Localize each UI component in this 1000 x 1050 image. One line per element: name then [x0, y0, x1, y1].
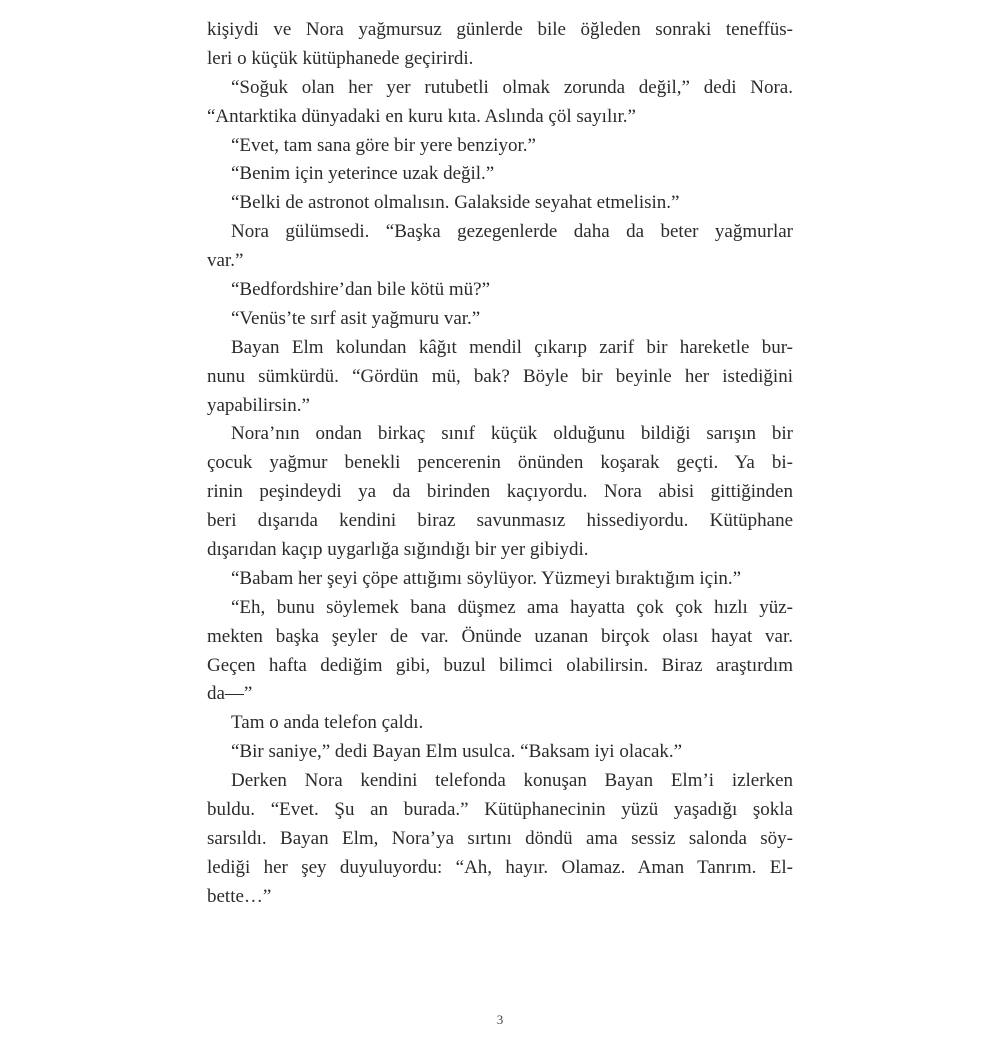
paragraph [207, 709, 793, 738]
paragraph [207, 420, 793, 564]
text-line: “Eh, bunu söylemek bana düşmez ama hayatta çok çok hızlı yüz- [231, 596, 793, 618]
text-line: leri o küçük kütüphanede geçirirdi. [207, 47, 474, 69]
text-line: Bayan Elm kolundan kâğıt mendil çıkarıp zarif bir hareketle bur- [231, 336, 793, 358]
text-line: yapabilirsin.” [207, 394, 310, 416]
paragraph [207, 74, 793, 132]
paragraph [207, 132, 793, 161]
text-line: buldu. “Evet. Şu an burada.” Kütüphanecinin yüzü yaşadığı şokla [207, 799, 793, 821]
text-line: “Benim için yeterince uzak değil.” [231, 163, 495, 185]
text-line: “Belki de astronot olmalısın. Galakside seyahat etmelisin.” [231, 192, 680, 214]
paragraph [207, 767, 793, 911]
text-line: bette…” [207, 885, 272, 907]
text-line: “Venüs’te sırf asit yağmuru var.” [231, 307, 481, 329]
page-number: 3 [496, 1012, 504, 1027]
text-line: Nora’nın ondan birkaç sınıf küçük olduğunu bildiği sarışın bir [231, 423, 793, 445]
paragraph [207, 334, 793, 421]
text-line: mekten başka şeyler de var. Önünde uzanan birçok olası hayat var. [207, 625, 793, 647]
text-line: dışarıdan kaçıp uygarlığa sığındığı bir yer gibiydi. [207, 539, 589, 561]
paragraph [207, 738, 793, 767]
paragraph [207, 160, 793, 189]
book-page-text [207, 16, 793, 912]
paragraph [207, 16, 793, 74]
text-line: da—” [207, 683, 253, 705]
text-line: kişiydi ve Nora yağmursuz günlerde bile öğleden sonraki teneffüs- [207, 19, 793, 40]
text-line: nunu sümkürdü. “Gördün mü, bak? Böyle bir beyinle her istediğini [207, 365, 793, 387]
paragraph [207, 305, 793, 334]
text-line: Derken Nora kendini telefonda konuşan Bayan Elm’i izlerken [231, 770, 793, 792]
text-line: Nora gülümsedi. “Başka gezegenlerde daha da beter yağmurlar [231, 221, 793, 243]
text-line: “Antarktika dünyadaki en kuru kıta. Aslında çöl sayılır.” [207, 105, 636, 127]
paragraph [207, 565, 793, 594]
text-line: rinin peşindeydi ya da birinden kaçıyordu. Nora abisi gittiğinden [207, 481, 793, 503]
text-line: sarsıldı. Bayan Elm, Nora’ya sırtını döndü ama sessiz salonda söy- [207, 827, 793, 849]
text-line: “Bedfordshire’dan bile kötü mü?” [231, 279, 491, 301]
text-line: “Evet, tam sana göre bir yere benziyor.” [231, 134, 536, 156]
paragraph [207, 276, 793, 305]
text-line: lediği her şey duyuluyordu: “Ah, hayır. Olamaz. Aman Tanrım. El- [207, 856, 793, 878]
text-line: “Bir saniye,” dedi Bayan Elm usulca. “Baksam iyi olacak.” [231, 741, 683, 763]
text-line: var.” [207, 250, 244, 272]
paragraph [207, 218, 793, 276]
text-line: beri dışarıda kendini biraz savunmasız hissediyordu. Kütüphane [207, 510, 793, 532]
text-line: “Babam her şeyi çöpe attığımı söylüyor. Yüzmeyi bıraktığım için.” [231, 567, 742, 589]
text-line: “Soğuk olan her yer rutubetli olmak zorunda değil,” dedi Nora. [231, 76, 793, 98]
text-line: çocuk yağmur benekli pencerenin önünden koşarak geçti. Ya bi- [207, 452, 793, 474]
paragraph [207, 594, 793, 710]
text-line: Tam o anda telefon çaldı. [231, 712, 424, 734]
text-line: Geçen hafta dediğim gibi, buzul bilimci olabilirsin. Biraz araştırdım [207, 654, 793, 676]
paragraph [207, 189, 793, 218]
